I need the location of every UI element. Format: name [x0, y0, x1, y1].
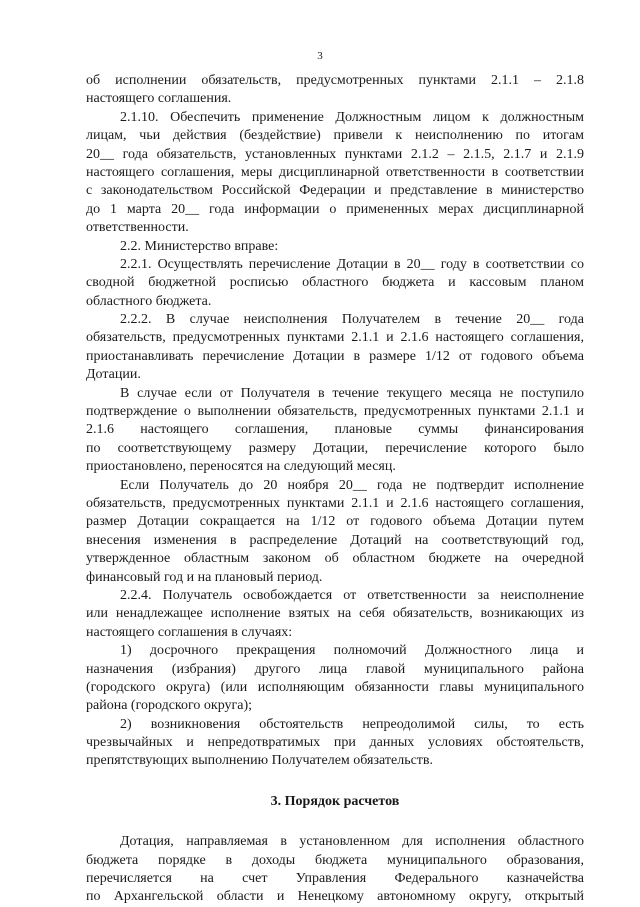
- text-line: до 1 марта 20__ года информации о примененных мерах дисциплинарной: [86, 201, 584, 217]
- text-line: сводной бюджетной росписью областного бюджета и кассовым планом: [86, 275, 584, 291]
- paragraph: [86, 833, 584, 907]
- paragraph: [86, 385, 584, 477]
- text-line: финансовый год и на плановый период.: [86, 569, 323, 585]
- text-line: 2.2.2. В случае неисполнения Получателем в течение 20__ года: [120, 312, 584, 328]
- text-line: 2.2.1. Осуществлять перечисление Дотации в 20__ году в соответствии со: [120, 256, 584, 272]
- text-line: перечисляется на счет Управления Федерального казначейства: [86, 871, 584, 887]
- text-line: обязательств, предусмотренных пунктами 2.1.1 и 2.1.6 настоящего соглашения,: [86, 330, 584, 346]
- section-3-paragraph: [86, 833, 584, 907]
- text-line: лицам, чьи действия (бездействие) привели к неисполнению по итогам: [86, 128, 584, 144]
- paragraph: [86, 311, 584, 385]
- paragraph: [86, 238, 584, 256]
- text-line: утвержденное областным законом об областном бюджете на очередной: [86, 551, 584, 567]
- text-line: настоящего соглашения, меры дисциплинарной ответственности в соответствии: [86, 164, 584, 180]
- paragraph: [86, 642, 584, 716]
- paragraph: [86, 716, 584, 771]
- text-line: В случае если от Получателя в течение текущего месяца не поступило: [120, 385, 584, 401]
- paragraph: [86, 256, 584, 311]
- text-line: 2.1.6 настоящего соглашения, плановые суммы финансирования: [86, 422, 584, 438]
- text-line: по Архангельской области и Ненецкому автономному округу, открытый: [86, 889, 584, 905]
- page-number: 3: [317, 50, 323, 62]
- paragraph: [86, 109, 584, 238]
- text-line: бюджета порядке в доходы бюджета муниципального образования,: [86, 852, 584, 868]
- text-line: 2.2. Министерство вправе:: [120, 238, 279, 254]
- paragraph: [86, 72, 584, 109]
- text-line: (городского округа) (или исполняющим обязанности главы муниципального: [86, 679, 584, 695]
- text-line: обязательств, предусмотренных пунктами 2.1.1 и 2.1.6 настоящего соглашения,: [86, 495, 584, 511]
- text-line: внесения изменения в распределение Дотаций на соответствующий год,: [86, 532, 584, 548]
- text-line: назначения (избрания) другого лица главой муниципального района: [86, 661, 584, 677]
- text-line: препятствующих выполнению Получателем обязательств.: [86, 753, 434, 769]
- text-line: 20__ года обязательств, установленных пунктами 2.1.2 – 2.1.5, 2.1.7 и 2.1.9: [86, 146, 584, 162]
- text-line: с законодательством Российской Федерации и представление в министерство: [86, 183, 584, 199]
- text-line: об исполнении обязательств, предусмотренных пунктами 2.1.1 – 2.1.8: [86, 73, 584, 88]
- text-line: или ненадлежащее исполнение взятых на себя обязательств, возникающих из: [86, 606, 584, 622]
- text-line: 2) возникновения обстоятельств непреодолимой силы, то есть: [120, 716, 584, 732]
- paragraph: [86, 587, 584, 642]
- text-line: ответственности.: [86, 220, 189, 236]
- text-line: приостанавливать перечисление Дотации в размере 1/12 от годового объема: [86, 348, 584, 364]
- text-line: Дотация, направляемая в установленном для исполнения областного: [120, 834, 584, 850]
- text-line: приостановлено, переносятся на следующий месяц.: [86, 459, 396, 475]
- text-line: 1) досрочного прекращения полномочий Должностного лица и: [120, 643, 584, 659]
- paragraph: [86, 477, 584, 587]
- text-line: района (городского округа);: [86, 698, 253, 714]
- text-line: 2.1.10. Обеспечить применение Должностным лицом к должностным: [120, 109, 584, 125]
- text-line: 2.2.4. Получатель освобождается от ответственности за неисполнение: [120, 587, 584, 603]
- text-line: областного бюджета.: [86, 293, 212, 309]
- text-line: подтверждение о выполнении обязательств, предусмотренных пунктами 2.1.1 и: [86, 404, 584, 420]
- text-line: Если Получатель до 20 ноября 20__ года не подтвердит исполнение: [120, 477, 584, 493]
- section-heading: 3. Порядок расчетов: [270, 793, 400, 809]
- document-body: [86, 72, 584, 907]
- text-line: по соответствующему размеру Дотации, перечисление которого было: [86, 440, 584, 456]
- text-line: настоящего соглашения.: [86, 91, 232, 107]
- text-line: размер Дотации сокращается на 1/12 от годового объема Дотации путем: [86, 514, 584, 530]
- text-line: настоящего соглашения в случаях:: [86, 624, 293, 640]
- text-line: чрезвычайных и непредотвратимых при данных условиях обстоятельств,: [86, 735, 584, 751]
- text-line: Дотации.: [86, 367, 141, 383]
- section-2-paragraphs: [86, 72, 584, 771]
